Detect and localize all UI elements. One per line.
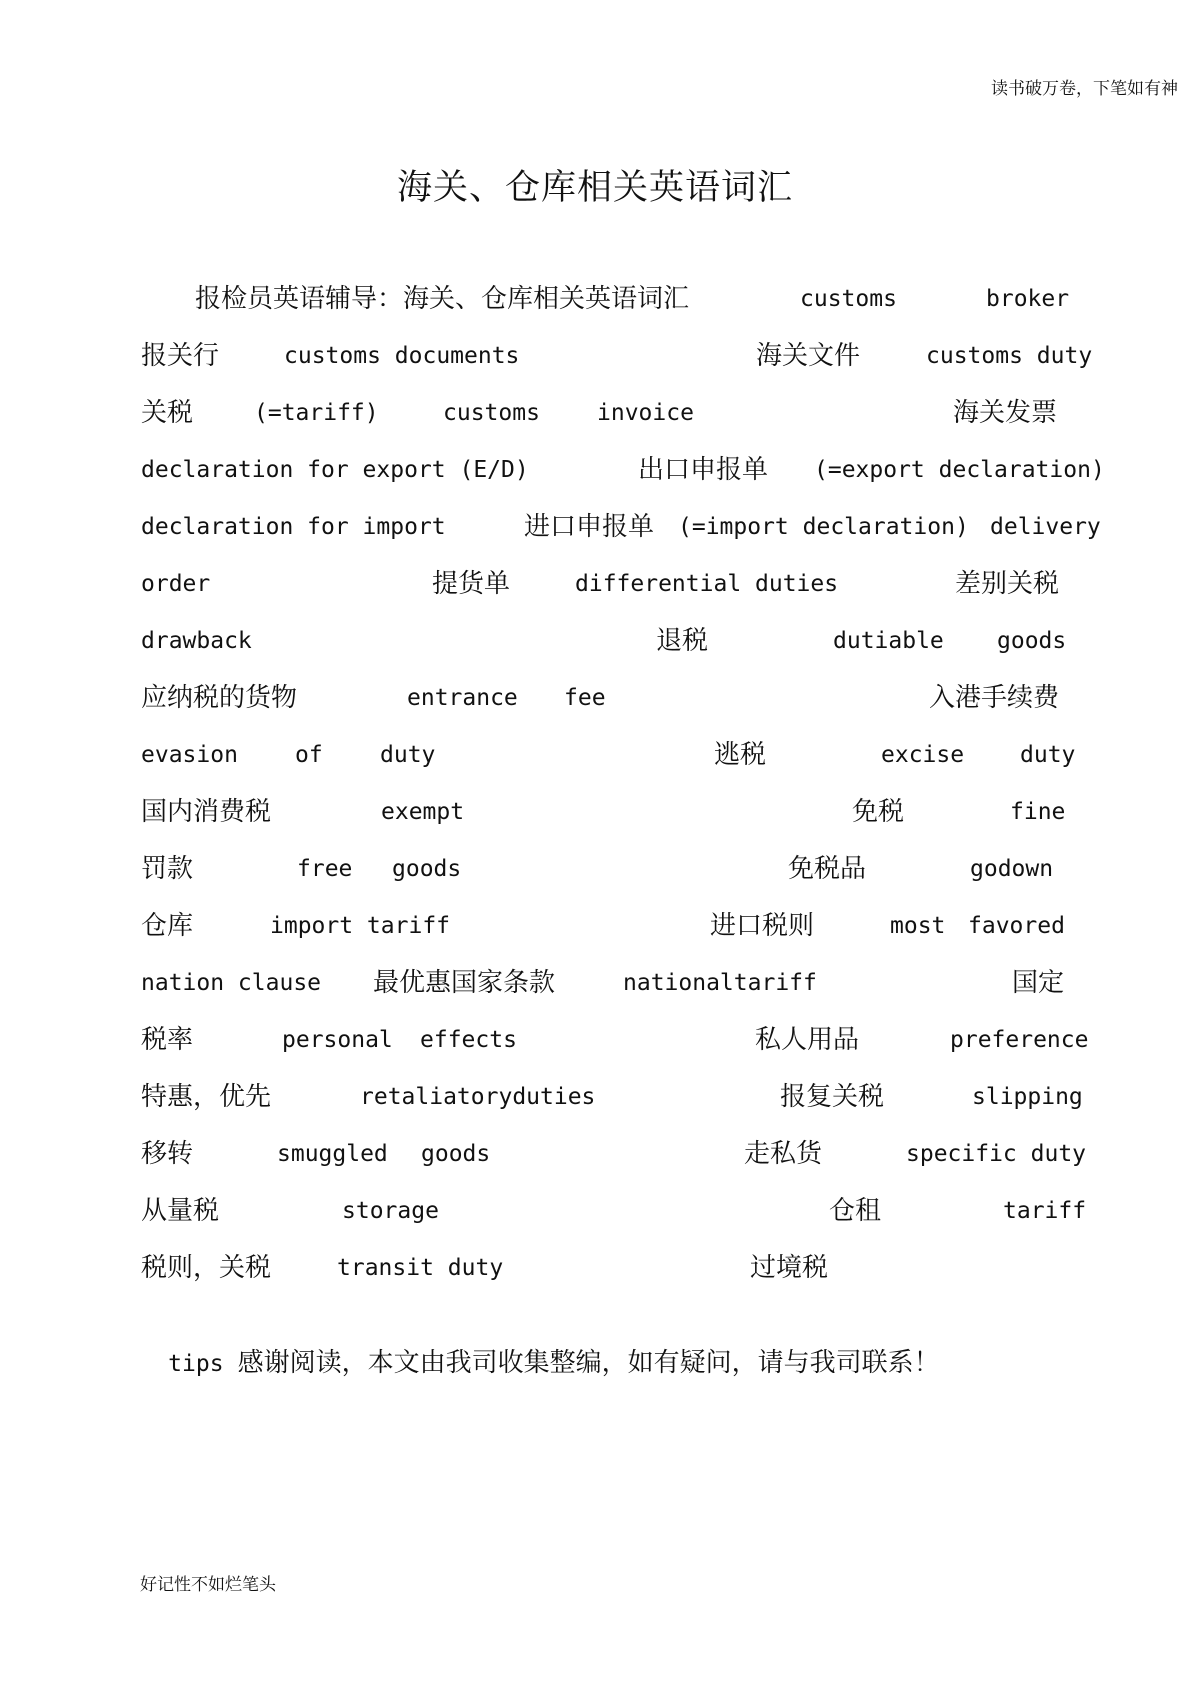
text-line	[0, 450, 1190, 490]
text-line	[0, 1134, 1190, 1174]
text-line	[0, 735, 1190, 775]
text-segment: invoice	[597, 400, 694, 426]
text-segment: 过境税	[750, 1253, 829, 1283]
text-segment: (=tariff)	[254, 400, 379, 426]
text-segment: 仓租	[829, 1196, 882, 1226]
page-header: 读书破万卷，下笔如有神	[991, 79, 1178, 99]
text-line	[0, 849, 1190, 889]
text-line	[0, 621, 1190, 661]
text-segment: 移转	[141, 1139, 194, 1169]
text-segment: delivery	[990, 514, 1101, 540]
text-segment: slipping	[972, 1084, 1083, 1110]
text-line	[0, 279, 1190, 319]
text-segment: declaration for import	[141, 514, 446, 540]
text-segment: differential duties	[575, 571, 839, 597]
text-segment: customs duty	[926, 343, 1093, 369]
text-segment: 进口申报单	[524, 512, 655, 542]
text-segment: drawback	[141, 628, 252, 654]
text-line	[0, 336, 1190, 376]
text-segment: 入港手续费	[929, 683, 1060, 713]
text-segment: retaliatoryduties	[360, 1084, 596, 1110]
text-segment: 最优惠国家条款	[373, 968, 556, 998]
text-segment: personal	[282, 1027, 393, 1053]
text-segment: smuggled	[277, 1141, 388, 1167]
text-segment: entrance	[407, 685, 518, 711]
text-segment: 国定	[1012, 968, 1065, 998]
text-segment: 特惠，优先	[141, 1082, 272, 1112]
text-segment: 报关行	[141, 341, 220, 371]
text-segment: 出口申报单	[638, 455, 769, 485]
text-segment: goods	[392, 856, 462, 882]
tips-label: tips	[168, 1351, 224, 1377]
page-footer: 好记性不如烂笔头	[140, 1575, 276, 1595]
text-segment: 税则，关税	[141, 1253, 272, 1283]
text-segment: 提货单	[432, 569, 511, 599]
text-segment: transit duty	[337, 1255, 504, 1281]
text-segment: 私人用品	[755, 1025, 860, 1055]
text-segment: 逃税	[714, 740, 767, 770]
text-segment: tariff	[1003, 1198, 1087, 1224]
text-segment: import tariff	[270, 913, 451, 939]
text-line	[0, 906, 1190, 946]
text-segment: storage	[342, 1198, 439, 1224]
text-segment: specific duty	[906, 1141, 1087, 1167]
text-line	[0, 1248, 1190, 1288]
text-segment: most	[890, 913, 946, 939]
text-segment: 关税	[141, 398, 194, 428]
text-segment: 罚款	[141, 854, 194, 884]
text-segment: preference	[950, 1027, 1089, 1053]
text-line	[0, 507, 1190, 547]
text-segment: 免税品	[788, 854, 867, 884]
text-segment: customs documents	[284, 343, 520, 369]
text-segment: evasion	[141, 742, 238, 768]
text-segment: exempt	[381, 799, 465, 825]
text-segment: duty	[380, 742, 436, 768]
text-segment: (=import declaration)	[678, 514, 969, 540]
tips-note	[158, 1303, 940, 1386]
text-segment: 海关发票	[953, 398, 1058, 428]
text-line	[0, 792, 1190, 832]
text-segment: favored	[968, 913, 1065, 939]
text-segment: nation clause	[141, 970, 322, 996]
tips-text: 感谢阅读，本文由我司收集整编，如有疑问，请与我司联系！	[237, 1348, 940, 1378]
text-segment: excise	[881, 742, 965, 768]
text-segment: 走私货	[744, 1139, 823, 1169]
text-segment: broker	[986, 286, 1070, 312]
text-segment: free	[297, 856, 353, 882]
text-segment: effects	[420, 1027, 517, 1053]
text-line	[0, 963, 1190, 1003]
text-segment: 免税	[852, 797, 905, 827]
text-line	[0, 1191, 1190, 1231]
text-line	[0, 1020, 1190, 1060]
text-segment: duty	[1020, 742, 1076, 768]
text-line	[0, 564, 1190, 604]
text-segment: customs	[800, 286, 897, 312]
text-segment: 从量税	[141, 1196, 220, 1226]
text-segment: order	[141, 571, 211, 597]
text-segment: goods	[997, 628, 1067, 654]
text-segment: 税率	[141, 1025, 194, 1055]
text-segment: dutiable	[833, 628, 944, 654]
text-segment: 报复关税	[780, 1082, 885, 1112]
text-segment: fee	[564, 685, 606, 711]
text-segment: 海关文件	[756, 341, 861, 371]
document-title: 海关、仓库相关英语词汇	[396, 168, 793, 208]
text-segment: declaration for export (E/D)	[141, 457, 529, 483]
text-segment: nationaltariff	[623, 970, 817, 996]
text-segment: 仓库	[141, 911, 194, 941]
text-segment: godown	[970, 856, 1054, 882]
text-segment: of	[295, 742, 323, 768]
text-line	[0, 1077, 1190, 1117]
text-segment: 进口税则	[710, 911, 815, 941]
text-segment: 报检员英语辅导：海关、仓库相关英语词汇	[195, 284, 690, 314]
text-line	[0, 393, 1190, 433]
text-segment: customs	[443, 400, 540, 426]
text-segment: goods	[421, 1141, 491, 1167]
text-segment: 退税	[656, 626, 709, 656]
text-segment: 差别关税	[955, 569, 1060, 599]
text-segment: (=export declaration)	[814, 457, 1105, 483]
text-line	[0, 678, 1190, 718]
text-segment: 国内消费税	[141, 797, 272, 827]
text-segment: fine	[1010, 799, 1066, 825]
text-segment: 应纳税的货物	[141, 683, 298, 713]
